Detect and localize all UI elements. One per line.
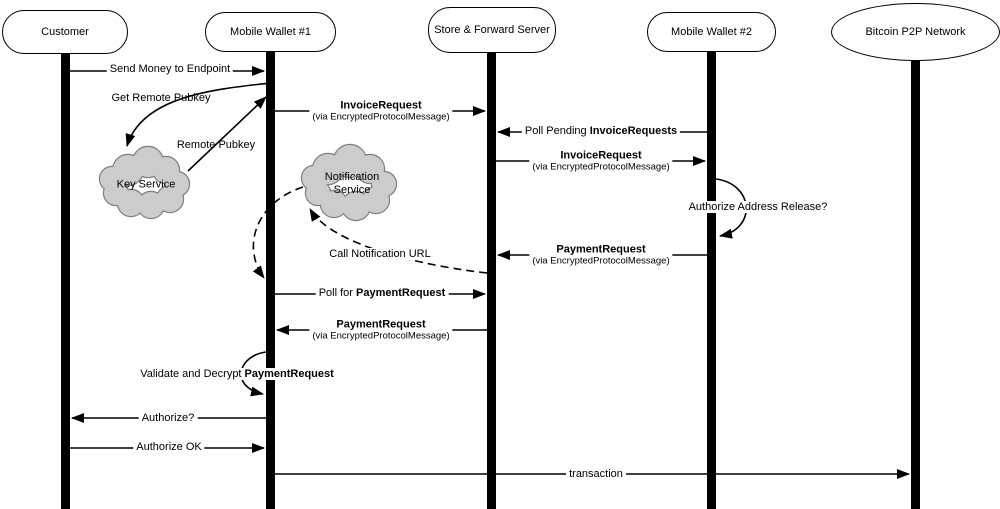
arrow-call-notification-url <box>310 209 487 273</box>
message-get-remote-pubkey: Get Remote Pubkey <box>111 92 211 104</box>
actor-mobile-wallet-1-label: Mobile Wallet #1 <box>230 26 311 38</box>
message-authorize-ok: Authorize OK <box>133 441 204 453</box>
actor-customer-label: Customer <box>41 26 89 38</box>
message-send-money: Send Money to Endpoint <box>107 63 233 75</box>
actor-mobile-wallet-2-label: Mobile Wallet #2 <box>671 26 752 38</box>
message-remote-pubkey: Remote Pubkey <box>176 139 256 151</box>
arrow-notify-wallet1 <box>253 187 303 278</box>
message-poll-pending: Poll Pending InvoiceRequests <box>522 125 680 137</box>
actor-store-forward-server <box>428 7 556 53</box>
arrow-remote-pubkey <box>188 97 266 171</box>
message-payment-request-to-server: PaymentRequest (via EncryptedProtocolMessage) <box>529 244 672 267</box>
message-payment-request-to-wallet1: PaymentRequest (via EncryptedProtocolMessage) <box>309 319 452 342</box>
actor-mobile-wallet-1 <box>205 12 336 52</box>
actor-mobile-wallet-2 <box>647 12 776 52</box>
actor-bitcoin-p2p-network-label: Bitcoin P2P Network <box>865 26 966 38</box>
actor-bitcoin-p2p-network <box>831 3 1000 61</box>
actor-customer <box>2 10 128 54</box>
message-call-notification-url: Call Notification URL <box>326 248 433 260</box>
notification-service-label: Notification Service <box>324 171 380 196</box>
message-transaction: transaction <box>566 468 626 480</box>
key-service-label: Key Service <box>116 178 176 191</box>
message-authorize-address-release: Authorize Address Release? <box>686 201 831 213</box>
message-poll-for-payment-request: Poll for PaymentRequest <box>316 287 449 299</box>
message-invoice-request-to-wallet2: InvoiceRequest (via EncryptedProtocolMessage) <box>529 150 672 173</box>
message-validate-decrypt: Validate and Decrypt PaymentRequest <box>137 368 337 380</box>
message-invoice-request-to-server: InvoiceRequest (via EncryptedProtocolMessage) <box>309 100 452 123</box>
actor-store-forward-server-label: Store & Forward Server <box>434 24 550 36</box>
message-authorize-q: Authorize? <box>139 412 198 424</box>
